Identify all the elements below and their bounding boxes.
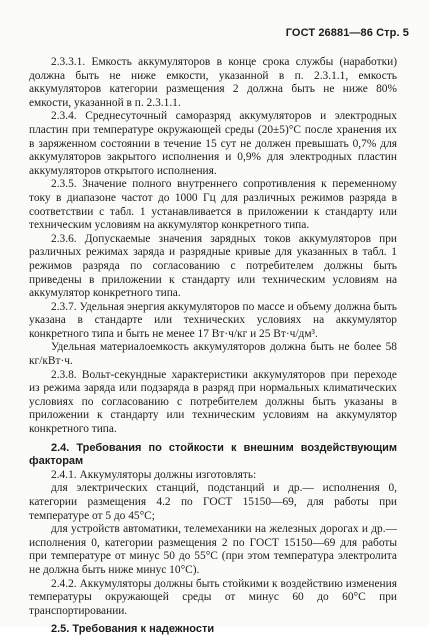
paragraph-2-3-6: 2.3.6. Допускаемые значения зарядных токов аккумуляторов при различных режимах заряда и разрядные кривые для указанных в табл. 1 режимов разряда по согласованию с потребителем должны быть приведены в приложении к стандарту или техническим условиям на аккумулятор конкретного типа.	[29, 232, 397, 300]
paragraph-2-4-1-railway-automation: для устройств автоматики, телемеханики на железных дорогах и др.— исполнения 0, категории размещения 2 по ГОСТ 15150—69 для работы при температуре от минус 50 до 55°С (при этом температура электролита не должна быть ниже минус 10°С).	[29, 523, 397, 576]
paragraph-2-4-1-power-stations: для электрических станций, подстанций и др.— исполнения 0, категории размещения 4.2 по ГОСТ 15150—69, для работы при температуре от 5 до 45°С;	[29, 482, 397, 522]
section-heading-2-4: 2.4. Требования по стойкости к внешним воздействующим факторам	[29, 441, 397, 468]
document-body	[29, 56, 397, 637]
paragraph-2-4-2: 2.4.2. Аккумуляторы должны быть стойкими к воздействию изменения температуры окружающей среды от минус 60 до 60°С при транспортировании.	[29, 577, 397, 617]
paragraph-2-3-4: 2.3.4. Среднесуточный саморазряд аккумуляторов и электродных пластин при температуре окружающей среды (20±5)°С после хранения их в заряженном состоянии в течение 15 сут не должен превышать 0,7% для аккумуляторов закрытого исполнения и 0,9% для электродных пластин аккумуляторов открытого исполнения.	[29, 110, 397, 177]
section-heading-2-5: 2.5. Требования к надежности	[51, 623, 215, 636]
paragraph-2-3-7-materials: Удельная материалоемкость аккумуляторов должна быть не более 58 кг/кВт·ч.	[29, 341, 397, 368]
paragraph-2-3-3-1: 2.3.3.1. Емкость аккумуляторов в конце срока службы (наработки) должна быть не ниже емкости, указанной в п. 2.3.1.1, емкость аккумуляторов категории размещения 2 должна быть не ниже 80% емкости, указанной в п. 2.3.1.1.	[29, 56, 397, 109]
paragraph-2-3-5: 2.3.5. Значение полного внутреннего сопротивления к переменному току в диапазоне частот до 1000 Гц для различных режимов разряда в соответствии с табл. 1 устанавливается в приложении к стандарту или техническим условиям на аккумулятор конкретного типа.	[29, 178, 397, 232]
paragraph-2-3-8: 2.3.8. Вольт-секундные характеристики аккумуляторов при переходе из режима заряда или подзаряда в разряд при нормальных климатических условиях по согласованию с потребителем должны быть указаны в приложении к стандарту или техническим условиям на аккумулятор конкретного типа.	[29, 368, 397, 436]
paragraph-2-4-1: 2.4.1. Аккумуляторы должны изготовлять:	[51, 468, 257, 481]
paragraph-2-3-7: 2.3.7. Удельная энергия аккумуляторов по массе и объему должна быть указана в стандарте или технических условиях на аккумулятор конкретного типа и быть не менее 17 Вт·ч/кг и 25 Вт·ч/дм³.	[29, 300, 397, 340]
page-header: ГОСТ 26881—86 Стр. 5	[285, 27, 409, 39]
